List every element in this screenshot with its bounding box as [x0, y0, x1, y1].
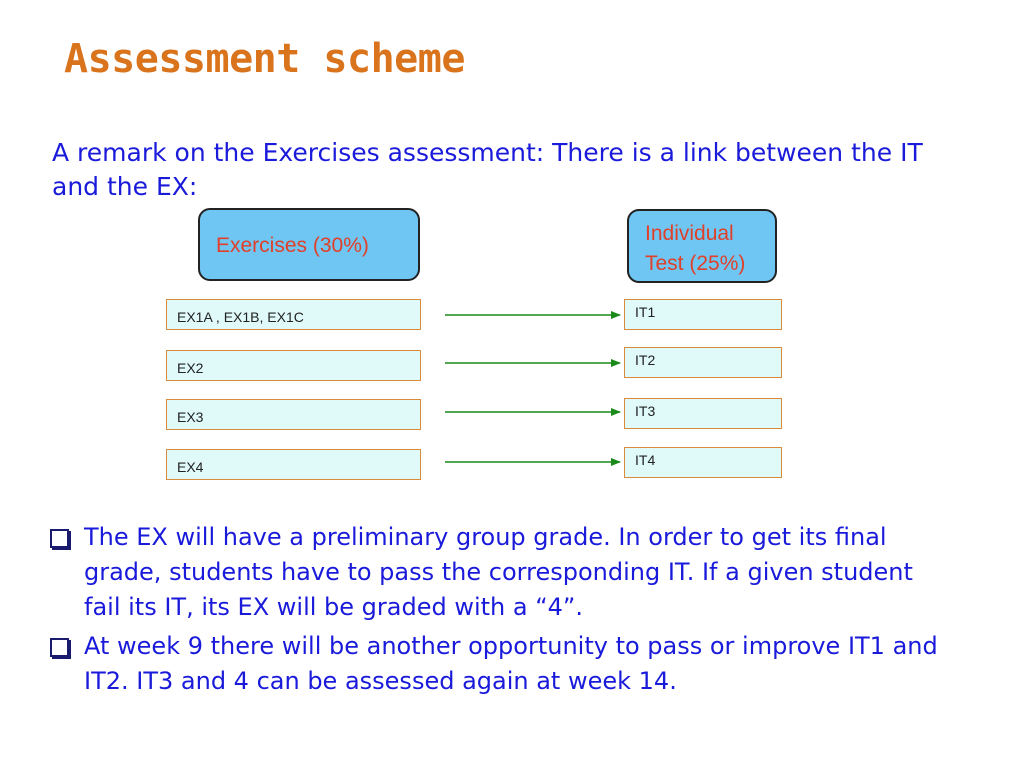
bullet-item-2 — [50, 629, 950, 699]
it-row-3: IT3 — [624, 398, 782, 429]
individual-test-header-label: Individual Test (25%) — [645, 222, 746, 275]
individual-test-header-box — [627, 209, 777, 283]
checkbox-bullet-icon — [50, 638, 69, 657]
ex-row-1: EX1A , EX1B, EX1C — [166, 299, 421, 330]
bullet-text-1: The EX will have a preliminary group grade. In order to get its final grade, students have to pass the corresponding IT. If a given student fail its IT, its EX will be graded with a “4”. — [84, 523, 913, 621]
ex-row-3: EX3 — [166, 399, 421, 430]
slide-title: Assessment scheme — [64, 36, 465, 82]
bullet-text-2: At week 9 there will be another opportunity to pass or improve IT1 and IT2. IT3 and 4 can be assessed again at week 14. — [84, 632, 938, 695]
it-row-2: IT2 — [624, 347, 782, 378]
ex-row-2: EX2 — [166, 350, 421, 381]
checkbox-bullet-icon — [50, 529, 69, 548]
exercises-header-label: Exercises (30%) — [216, 234, 369, 257]
remark-text: A remark on the Exercises assessment: There is a link between the IT and the EX: — [52, 138, 923, 201]
bullet-item-1 — [50, 520, 950, 625]
it-row-1: IT1 — [624, 299, 782, 330]
it-row-4: IT4 — [624, 447, 782, 478]
ex-row-4: EX4 — [166, 449, 421, 480]
exercises-header-box — [198, 208, 420, 281]
